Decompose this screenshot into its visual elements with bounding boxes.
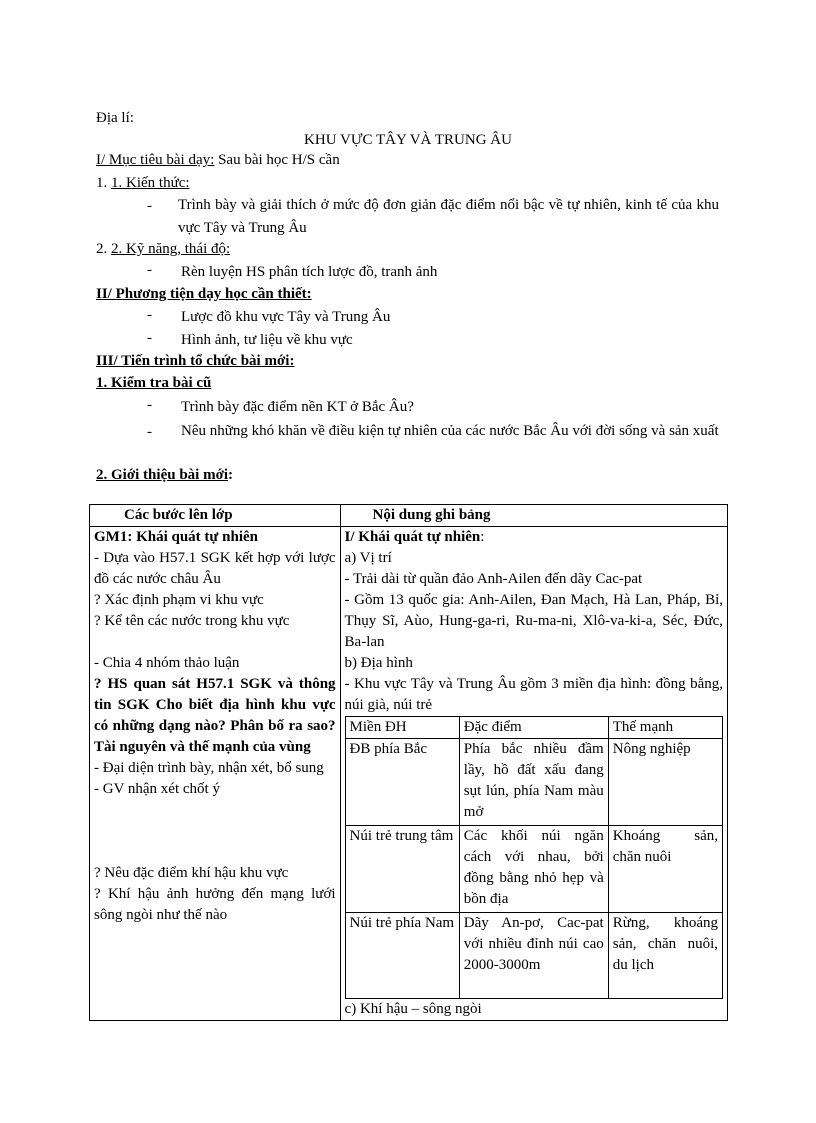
- content-b1: - Khu vực Tây và Trung Âu gồm 3 miền địa hình: đồng bằng, núi già, núi trẻ: [344, 676, 723, 713]
- terrain-cell: ĐB phía Bắc: [345, 739, 459, 826]
- terrain-cell: Phía bắc nhiều đầm lầy, hồ đất xấu đang sụt lún, phía Nam màu mở: [459, 739, 608, 826]
- lesson-table: [89, 504, 728, 1021]
- skills-heading: 2. Kỹ năng, thái độ:: [111, 241, 231, 257]
- col1-header: Các bước lên lớp: [90, 505, 341, 527]
- step-line-5: - GV nhận xét chốt ý: [94, 781, 220, 797]
- terrain-cell: Núi trẻ trung tâm: [345, 826, 459, 913]
- col2-header: Nội dung ghi bảng: [340, 505, 727, 527]
- terrain-cell: Khoáng sản, chăn nuôi: [608, 826, 722, 913]
- gm1-title: GM1: Khái quát tự nhiên: [94, 529, 259, 545]
- step-question: ? HS quan sát H57.1 SGK và thông tin SGK Cho biết địa hình khu vực có những dạng nào? Phân bố ra sao? Tài nguyên và thế mạnh của vùng: [94, 676, 336, 755]
- knowledge-heading-line: 1. 1. Kiến thức:: [96, 175, 190, 191]
- knowledge-heading: 1. Kiến thức:: [111, 175, 190, 191]
- content-heading: I/ Khái quát tự nhiên: [344, 529, 481, 545]
- terrain-header-2: Đặc điểm: [459, 717, 608, 739]
- section2-heading-line: [96, 284, 312, 304]
- check-heading-line: [96, 373, 211, 393]
- subject-label: Địa lí:: [96, 110, 134, 126]
- section1-heading-line: [96, 150, 340, 170]
- skills-heading-line: 2. 2. Kỹ năng, thái độ:: [96, 241, 231, 257]
- terrain-cell: Núi trẻ phía Nam: [345, 913, 459, 999]
- page-title: KHU VỰC TÂY VÀ TRUNG ÂU: [304, 132, 512, 148]
- terrain-cell: Nông nghiệp: [608, 739, 722, 826]
- content-a1: - Trải dài từ quần đảo Anh-Ailen đến dãy Cac-pat: [344, 571, 643, 587]
- skills-item: Rèn luyện HS phân tích lược đồ, tranh ảnh: [181, 264, 438, 280]
- section2-item-1: Lược đồ khu vực Tây và Trung Âu: [181, 309, 391, 325]
- check-item-1: Trình bày đặc điểm nền KT ở Bắc Âu?: [181, 399, 414, 415]
- document-page: Địa lí: KHU VỰC TÂY VÀ TRUNG ÂU I/ Mục tiêu bài dạy: Sau bài học H/S cần 1. 1. Kiến thức: - Trình bày và giải thích ở mức độ đơn giản đặc điểm nổi bậc về tự nhiên, kinh tế của khu vực Tây và Trung Âu 2. 2. Kỹ năng, thái độ: - Rèn luyện HS phân tích lược đồ, tranh ảnh II/ Phương tiện dạy học cần thiết: - Lược đồ khu vực Tây và Trung Âu - Hình ảnh, tư liệu về khu vực III/ Tiến trình tổ chức bài mới: 1. Kiểm tra bài cũ - Trình bày đặc điểm nền KT ở Bắc Âu? - Nêu những khó khăn về điều kiện tự nhiên của các nước Bắc Âu với đời sống và sản xuất 2. Giới thiệu bài mới: Các bước lên lớp Nội dung ghi bảng GM1: Khái quát tự nhiên - Dựa vào H57.1 SGK kết hợp với lược đồ các nước châu Âu ? Xác định phạm vi khu vực ? Kể tên các nước trong khu vực - Chia 4 nhóm thảo luận ? HS quan sát H57.1 SGK và thông tin SGK Cho biết địa hình khu vực có những dạng nào? Phân bố ra sao? Tài nguyên và thế mạnh của vùng - Đại diện trình bày, nhận xét, bổ sung - GV nhận xét chốt ý ? Nêu đặc điểm khí hậu khu vực ? Khí hậu ảnh hưởng đến mạng lưới sông ngòi như thế nào I/ Khái quát tự nhiên: a) Vị trí - Trải dài từ quần đảo Anh-Ailen đến dãy Cac-pat - Gồm 13 quốc gia: Anh-Ailen, Đan Mạch, Hà Lan, Pháp, Bỉ, Thụy Sĩ, Aùo, Hung-ga-ri, Ru-ma-ni, Xlô-va-ki-a, Séc, Đức, Ba-lan b) Địa hình - Khu vực Tây và Trung Âu gồm 3 miền địa hình: đồng bằng, núi già, núi trẻ Miền ĐH Đặc điểm Thế mạnh ĐB phía Bắc Phía bắc nhiều đầm lầy, hồ đất xấu đang sụt lún, phía Nam màu mở Nông nghiệp Núi trẻ trung tâm Các khối núi ngăn cách với nhau, bởi đồng bằng nhỏ hẹp và bồn địa Khoáng sản, chăn nuôi Núi trẻ phía Nam Dãy An-pơ, Cac-pat với nhiều đỉnh núi cao 2000-3000m Rừng, khoáng sản, chăn nuôi, du lịch c) Khí hậu – sông ngòi: [0, 0, 816, 1123]
- step-line-4: - Đại diện trình bày, nhận xét, bổ sung: [94, 760, 324, 776]
- step-line-2: ? Xác định phạm vi khu vực: [94, 592, 264, 608]
- terrain-header-1: Miền ĐH: [345, 717, 459, 739]
- content-c: c) Khí hậu – sông ngòi: [344, 1001, 482, 1017]
- check-item-2: Nêu những khó khăn về điều kiện tự nhiên của các nước Bắc Âu với đời sống và sản xuất: [181, 423, 719, 439]
- section2-heading: II/ Phương tiện dạy học cần thiết:: [96, 286, 312, 302]
- check-heading: 1. Kiểm tra bài cũ: [96, 375, 212, 391]
- step-line-7: ? Khí hậu ảnh hưởng đến mạng lưới sông ngòi như thế nào: [94, 886, 336, 923]
- section2-item-2: Hình ảnh, tư liệu về khu vực: [181, 332, 353, 348]
- terrain-cell: Rừng, khoáng sản, chăn nuôi, du lịch: [608, 913, 722, 999]
- terrain-cell: Các khối núi ngăn cách với nhau, bởi đồng bằng nhỏ hẹp và bồn địa: [459, 826, 608, 913]
- step-line-1: - Dựa vào H57.1 SGK kết hợp với lược đồ các nước châu Âu: [94, 550, 336, 587]
- terrain-table: [345, 716, 723, 999]
- step-line-3: ? Kể tên các nước trong khu vực: [94, 613, 290, 629]
- terrain-cell: Dãy An-pơ, Cac-pat với nhiều đỉnh núi cao 2000-3000m: [459, 913, 608, 999]
- content-cell: I/ Khái quát tự nhiên: a) Vị trí - Trải dài từ quần đảo Anh-Ailen đến dãy Cac-pat - Gồm 13 quốc gia: Anh-Ailen, Đan Mạch, Hà Lan, Pháp, Bỉ, Thụy Sĩ, Aùo, Hung-ga-ri, Ru-ma-ni, Xlô-va-ki-a, Séc, Đức, Ba-lan b) Địa hình - Khu vực Tây và Trung Âu gồm 3 miền địa hình: đồng bằng, núi già, núi trẻ Miền ĐH Đặc điểm Thế mạnh ĐB phía Bắc Phía bắc nhiều đầm lầy, hồ đất xấu đang sụt lún, phía Nam màu mở Nông nghiệp Núi trẻ trung tâm Các khối núi ngăn cách với nhau, bởi đồng bằng nhỏ hẹp và bồn địa Khoáng sản, chăn nuôi Núi trẻ phía Nam Dãy An-pơ, Cac-pat với nhiều đỉnh núi cao 2000-3000m Rừng, khoáng sản, chăn nuôi, du lịch c) Khí hậu – sông ngòi: [340, 527, 727, 1021]
- intro-heading-tail: :: [228, 467, 234, 483]
- step-group: - Chia 4 nhóm thảo luận: [94, 655, 240, 671]
- content-a2: - Gồm 13 quốc gia: Anh-Ailen, Đan Mạch, Hà Lan, Pháp, Bỉ, Thụy Sĩ, Aùo, Hung-ga-ri, Ru-ma-ni, Xlô-va-ki-a, Séc, Đức, Ba-lan: [344, 592, 723, 650]
- intro-heading: 2. Giới thiệu bài mới: [96, 467, 229, 483]
- step-line-6: ? Nêu đặc điểm khí hậu khu vực: [94, 865, 289, 881]
- content-a: a) Vị trí: [344, 550, 392, 566]
- intro-heading-line: [96, 465, 233, 485]
- section1-heading: I/ Mục tiêu bài dạy:: [96, 152, 215, 168]
- section1-heading-tail: Sau bài học H/S cần: [214, 152, 340, 168]
- terrain-header-3: Thế mạnh: [608, 717, 722, 739]
- steps-cell: [90, 527, 341, 1021]
- section3-heading-line: [96, 351, 294, 371]
- section3-heading: III/ Tiến trình tổ chức bài mới:: [96, 353, 295, 369]
- content-b: b) Địa hình: [344, 655, 413, 671]
- knowledge-item: Trình bày và giải thích ở mức độ đơn giản đặc điểm nổi bậc về tự nhiên, kinh tế của khu vực Tây và Trung Âu: [178, 197, 719, 236]
